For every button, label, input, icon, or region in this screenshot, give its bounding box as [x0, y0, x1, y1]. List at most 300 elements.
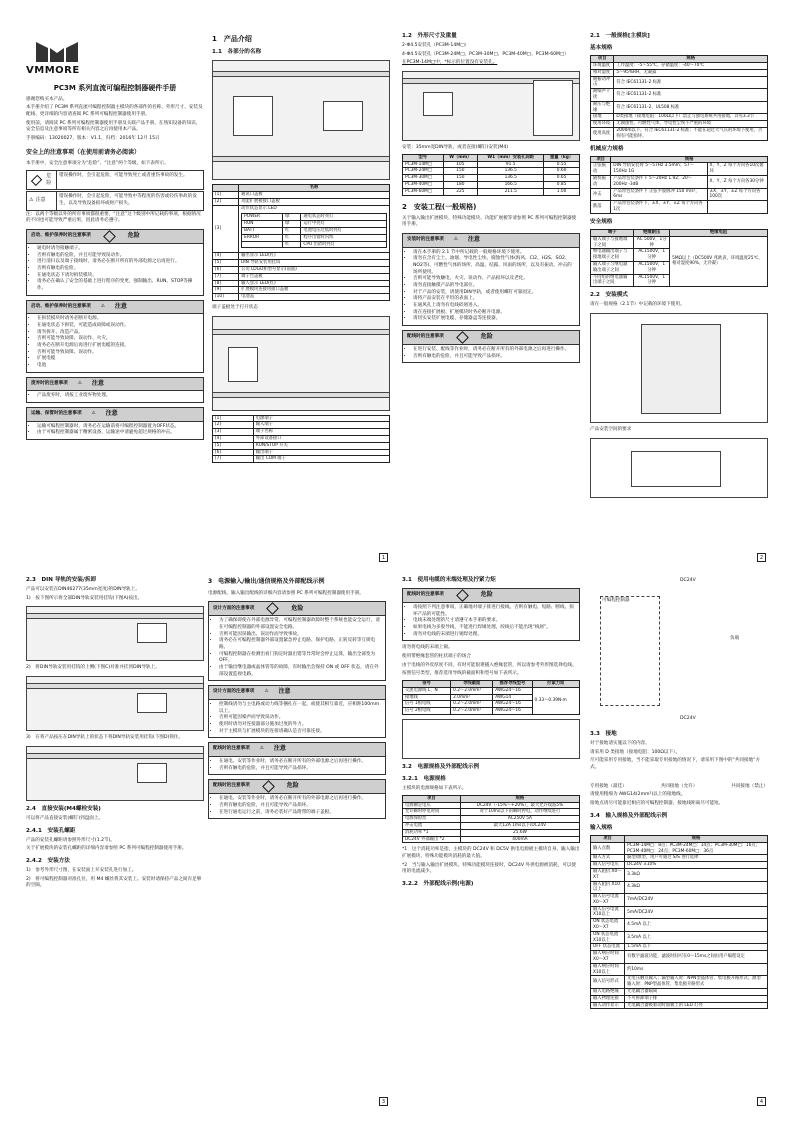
table-cell: 225 [443, 188, 478, 195]
table-cell: 输入端子与继电器输出端子之间 [591, 261, 634, 274]
table-cell: BATT [242, 228, 283, 235]
warning-title: 设计方面的注意事项 [213, 689, 255, 695]
table-cell: 端子台盖板 [239, 273, 390, 280]
table-cell: 输出端子 [253, 449, 389, 456]
vmmore-logo [36, 42, 76, 62]
table-cell: [6] [213, 449, 254, 456]
table-cell: 0.55 [544, 161, 580, 168]
table-cell: [2] [213, 422, 254, 429]
danger-icon [456, 331, 469, 344]
table-cell: 2.0mm² [451, 694, 493, 701]
warning-box [26, 407, 204, 440]
warning-item: • 否则有触电的危险，并且可能导致产品损坏。 [219, 766, 381, 773]
page1-right-column [212, 28, 390, 467]
col-header: 项目 [403, 795, 461, 802]
warning-title: 配线时的注意事项 [213, 746, 250, 752]
mech-spec-table [590, 156, 768, 214]
level-danger [26, 170, 204, 191]
paragraph: 关于扩展模块的安装孔螺距的详细内容请参照 PC 系列可编程控制器使用手册。 [26, 846, 187, 852]
page2-left-column [402, 28, 580, 367]
warning-box [208, 779, 386, 819]
table-row [591, 862, 768, 869]
led-row [242, 221, 387, 228]
led-row [242, 214, 387, 221]
diagram-label: DC24V [680, 716, 696, 721]
table-cell: 136.5 [478, 168, 544, 175]
subheading: 机械应力规格 [590, 145, 624, 152]
warning-box [402, 233, 580, 326]
warning-item: • 使用时请勿对连接器部分施加过度的外力。 [219, 722, 381, 729]
caution-icon: ⚠ [264, 689, 269, 695]
warning-item: • 在通电状态下请勿拆装模块。 [37, 273, 199, 280]
table-cell: [5] [213, 260, 239, 267]
table-cell: X、Y、Z 每个方向各10次循环 [707, 163, 768, 176]
table-cell: 符合 IEC61131-2 标准 [614, 89, 768, 102]
section-heading: 2.4 直接安装(M4螺栓安装) [26, 805, 101, 812]
table-cell: AWG14 [493, 694, 532, 701]
page-number: 1 [379, 553, 388, 562]
warning-item: • 对于主模块与扩展模块的连接请确认是否可靠连接。 [219, 729, 381, 736]
table-cell: 通讯口盖板 [239, 192, 390, 199]
warning-item: • 否则有触电的危险。 [37, 266, 199, 273]
table-cell: 无腐蚀性、可燃性气体，导电性尘埃不严重的环境 [614, 121, 768, 128]
table-row [591, 63, 768, 70]
col-header: W1（mm）安装孔间距 [478, 154, 544, 161]
table-cell: [1] [213, 192, 239, 199]
col-header: 重量（kg） [544, 154, 580, 161]
warning-item: • 请勿直接触摸产品的导电部位。 [413, 283, 575, 290]
col-header: 信号 [403, 681, 451, 688]
space-caption: 产品安装空间的要求 [590, 426, 632, 432]
warning-title: 废弃时的注意事项 [31, 380, 68, 386]
table-cell: [7] [213, 456, 254, 463]
caution-icon: ⚠ [29, 197, 34, 204]
col-header: 绝缘电阻 [670, 229, 768, 236]
section-heading: 1.2 外形尺寸及重量 [402, 33, 457, 39]
led-row [242, 228, 387, 235]
table-cell: 产品带包装条件下 5～20Hz 1.92；20～200Hz -3dB [611, 176, 707, 189]
table-cell: 符合 IEC61131-2、UL508 标准 [614, 101, 768, 114]
table-cell: 105 [443, 161, 478, 168]
table-cell: 0.33～0.39N·m [532, 687, 579, 714]
warning-title: 安装时的注意事项 [407, 236, 444, 242]
table-row [213, 449, 390, 456]
table-cell: 电源保险丝 [403, 816, 461, 823]
page4-right-column [590, 572, 768, 1013]
table-cell: 0.2～2.0mm² [451, 708, 493, 715]
level-label: 危险 [46, 172, 52, 187]
subheading: 2.4.2 安装方法 [26, 857, 70, 864]
warning-item: • 对于产品的安装，请使用DIN导轨，或者使用螺钉可靠固定。 [413, 290, 575, 297]
table-cell: 功能扩展板接口盖板 [239, 198, 390, 205]
col-header: 绝缘耐压 [634, 229, 670, 236]
cabinet-figure [590, 313, 768, 423]
table-row [213, 294, 390, 301]
page-1 [22, 28, 394, 568]
warning-item: • 请务必在可编程控制器外部设置紧急停止电路、保护电路、正转反转等互锁电路。 [219, 638, 381, 651]
table-cell: 最大12A 1ms以下/DC24V [460, 823, 579, 830]
warning-box [402, 330, 580, 363]
col-header: 端子 [591, 229, 634, 236]
levels-note: 注：以两个等级以外的所有事项都很重要，“注意”这个级别中所记载的事项，根据情况的不同也可能导致严重后果，因此请务必遵守。 [26, 211, 201, 224]
space-figure [590, 438, 768, 498]
warning-item: • 电线末端处理的尺寸请遵守本手册的要求。 [413, 618, 575, 625]
table-row [591, 236, 768, 249]
table-cell: 运行中亮灯 [301, 221, 387, 228]
table-row [591, 989, 768, 996]
table-cell: 400mA [460, 836, 579, 843]
table-cell: AC1500V，1分钟 [634, 274, 670, 287]
table-cell: 输入响应时间 X10以上 [591, 963, 625, 976]
warning-item: • 通电时请勿接触端子。 [37, 246, 199, 253]
warning-item: • 请务必在确认了安全的基础上进行程序的变更、强制输出、RUN、STOP等操作。 [37, 279, 199, 292]
table-cell: 输入阻抗 X0～X7 [591, 868, 625, 881]
warning-item: • 请按照下列注意事项，正确地对端子排进行接线。否则有触电、短路、断线、损坏产品的可能性。 [413, 605, 575, 618]
table-row [591, 995, 768, 1002]
warning-level: 注意 [273, 745, 286, 753]
din-step: 1) 按下图所示将全部DIN导轨安装用挂钩(下图A)按出。 [26, 595, 143, 601]
warning-item: • 请切实安装扩展电缆、存储器盒等连接器。 [413, 316, 575, 323]
warning-item: • 否则可能因误输出、误动作而导致事故。 [219, 632, 381, 639]
list-item: 请使用粗细为 AWG14(2mm²)以上的接地线。 [590, 792, 686, 798]
table-cell: 输入端子 [253, 422, 389, 429]
table-cell: AWG24～16 [493, 708, 532, 715]
warning-item: • 控制线请勿与主电路或动力线等捆扎在一起，或使其相互靠近，应相距100mm以上。 [219, 702, 381, 715]
warning-item: • 请勿在含有尘土、油烟、导电性尘埃、腐蚀性气体(海风、Cl2、H2S、SO2、NO2等)、可燃性气体的场所、高温、结露、风雨的场所，以及有振动、冲击的场所使用。 [413, 256, 575, 276]
page-number: 4 [757, 1097, 766, 1106]
table-cell: 输入动作显示 [591, 1002, 625, 1009]
table-cell: [5] [213, 442, 254, 449]
caution-icon: ⚠ [77, 380, 82, 386]
col-header: 规格 [460, 795, 579, 802]
table-cell: 消耗功率 *1 [403, 829, 461, 836]
section-heading: 3.2 电源规格及外部配线示例 [402, 764, 480, 770]
col-header: 规格 [625, 835, 768, 842]
table-cell: 输入信号电流 X10以上 [591, 906, 625, 919]
table-cell: 正弦振动 [591, 163, 611, 176]
table-cell: 150 [443, 175, 478, 182]
table-cell: 符合 IEC61131-2 标准 [614, 76, 768, 89]
warning-item: • 运输可编程控制器时，请务必在运输前将可编程控制器置为OFF状态。 [37, 424, 199, 431]
table-cell: 2000m以下，符合 IEC61131-2 标准；不能在超过大气压的环境下使用，否则有可能损坏。 [614, 127, 768, 140]
section-heading: 2.1 一般规格[主模块] [590, 33, 650, 39]
table-row [591, 163, 768, 176]
table-cell: 冲击 [591, 188, 611, 201]
warning-item: • 电池 [37, 363, 199, 370]
table-cell: 无电压触点输入；漏型输入时：NPN型晶体管、集电极开路形式；源型输入时：PNP型晶体管、集电极开路形式 [625, 976, 768, 989]
parts-table [212, 184, 390, 301]
table-cell: 输入响应时间 X0～X7 [591, 951, 625, 964]
warning-item: • 进行清扫以及端子接线时，请务必在断开所有的外部电源之后再进行。 [37, 259, 199, 266]
col-header: 导线截面 [451, 681, 493, 688]
table-cell: 1.00 [544, 188, 580, 195]
table-row [213, 456, 390, 463]
table-row [403, 181, 580, 188]
power-table [402, 795, 580, 844]
danger-icon [262, 780, 275, 793]
warning-item: • 在通电、安装等作业时，请务必在断开所有的外部电源之后再进行操作。 [219, 759, 381, 766]
table-cell [707, 201, 768, 214]
subheading: 3.2.2 外部配线示例(电源) [402, 881, 474, 888]
table-cell: [3] [213, 429, 254, 436]
table-cell: 不同组的继电器输出端子之间 [591, 274, 634, 287]
caution-icon: ⚠ [91, 410, 96, 416]
document-title: PC3M 系列直流可编程控制器硬件手册 [53, 83, 177, 92]
table-row [213, 192, 390, 199]
table-row [591, 127, 768, 140]
table-row [591, 121, 768, 128]
table-cell: 使用环境 [591, 121, 614, 128]
table-cell: 0.2～2.0mm² [451, 701, 493, 708]
table-row [213, 280, 390, 287]
col-header: 项目 [591, 835, 625, 842]
table-cell: 输入阻抗 X10以上 [591, 881, 625, 894]
table-cell: 输入电路绝缘 [591, 989, 625, 996]
table-row [403, 168, 580, 175]
col-header: 名称 [239, 185, 390, 192]
table-row [591, 842, 768, 855]
warning-item: • 在通电状态下拆装，可能造成故障或误动作。 [37, 323, 199, 330]
table-row [591, 69, 768, 76]
table-cell: PC3M-24M□ [403, 168, 444, 175]
paragraph: 1) 参考外形尺寸图，在安装面上开安装孔进行加工。 [26, 868, 137, 874]
table-cell: CPU 出错时亮灯 [301, 241, 387, 248]
section-intro: 关于输入输出扩展模块、特殊功能模块、功能扩展板等请参照 PC 系列可编程控制器使用手册。 [402, 215, 577, 228]
ground-label: 共同接地（禁止） [731, 783, 768, 789]
table-cell: 输入方式 [591, 855, 625, 862]
table-cell: [6] [213, 267, 239, 274]
table-row [591, 931, 768, 944]
warning-title: 设计方面的注意事项 [213, 605, 255, 611]
level-label: 注意 [35, 197, 46, 204]
table-cell [239, 205, 390, 253]
footnote: *2 当与输入输出扩展模块、特殊功能模块连接时，DC24V 外供电源被消耗，可以使用的电流减少。 [402, 862, 577, 875]
warning-item: • 在通风孔上请勿有电线碎屑进入。 [413, 303, 575, 310]
table-row [213, 267, 390, 274]
table-cell: 耐压与绝缘 [591, 101, 614, 114]
warning-item: • 可编程控制器在检测出看门狗定时器出错等异常时会停止运算，输出全部变为 OFF。 [219, 652, 381, 665]
section-heading: 1.1 各部分的名称 [212, 49, 262, 56]
table-cell: 跌落 [591, 201, 611, 214]
page3-left-column [26, 572, 204, 892]
safety-spec-table [590, 229, 768, 287]
table-row [591, 881, 768, 894]
warning-item: • 否则可能导致故障、误动作。 [37, 350, 199, 357]
din-figure-3 [26, 746, 204, 801]
intro-text: 使用前，请阅读 PC 系列可编程控制器使用手册及关联产品手册，在熟知设备的知识、安全信息及注意事项等所有相关内容之后再使用本产品。 [26, 120, 201, 133]
warning-title: 配线时的注意事项 [407, 334, 444, 340]
page-number: 2 [757, 553, 766, 562]
subheading: 2.4.1 安装孔螺距 [26, 827, 76, 834]
table-cell: 产品带包装条件下 正弦半波脉冲 150 m/s²，6ms [611, 188, 707, 201]
section-heading: 3 电源输入/输出/通信规格及外部配线示例 [208, 578, 325, 585]
table-cell: ON 状态电流 X0～X7 [591, 919, 625, 932]
warning-item: • 为了确保即使在外部电源异常、可编程控制器故障时整个系统也能安全运行，请在可编程控制器的外部设置安全电路。 [219, 618, 381, 631]
warning-level: 注意 [91, 379, 104, 387]
table-cell: 输入信号电压 [591, 862, 625, 869]
safety-heading: 安全上的注意事项（在使用前请务必阅读） [26, 148, 141, 156]
diagram-label: DC24V [680, 578, 696, 583]
warning-level: 注意 [105, 409, 118, 417]
table-cell: [1] [213, 415, 254, 422]
table-row [213, 436, 390, 443]
list-item: 尽可能采用专用接地，当不能采取专用接地的情况下，请采用下图中的“共同接地”方式。 [590, 758, 761, 771]
warning-level: 危险 [480, 591, 493, 599]
table-cell: 使用高度 [591, 127, 614, 140]
din-step: 2) 将DIN导轨安装用挂钩的上侧(下图C)对准并挂到DIN导轨上。 [26, 665, 160, 671]
table-cell: 公司 LOGO和型号显示(前面) [239, 267, 390, 274]
footnote: *1 这个消耗功率是指，主模块的 DC24V 和 DC5V 供电电源板主模块自身、输入输出扩展模块、特殊功能模块消耗的最大值。 [402, 847, 580, 860]
table-cell: 接地 [591, 114, 614, 121]
subheading: 安全规格 [590, 218, 613, 225]
table-cell: 电池盖 [239, 294, 390, 301]
warning-title: 启动、维护保养时的注意事项 [31, 303, 91, 309]
paragraph: 按照信号类型，推荐选用导线的截面积和型号如下表所示。 [402, 671, 522, 677]
table-cell: 信号 1根电线 [403, 701, 451, 708]
warning-item: • 由于输出继电器或晶体管等的故障，有时输出会保持 ON 或 OFF 状态，请在外部设置监视电路。 [219, 665, 381, 678]
table-cell: RUN [242, 221, 283, 228]
table-cell: [4] [213, 253, 239, 260]
table-cell: 通电状态时亮灯 [301, 214, 387, 221]
table-cell: 有数字滤波功能，滤波时间可在0～15ms之间由用户编程设定 [625, 951, 768, 964]
table-row [591, 114, 768, 121]
warning-level: 危险 [291, 604, 304, 612]
table-cell: 输入点数 [591, 842, 625, 855]
mode-text: 请在一般规格（2.1节）中记载的环境下使用。 [590, 302, 685, 308]
danger-icon [266, 602, 279, 615]
danger-icon [456, 589, 469, 602]
table-cell: AC 500V，1分钟 [634, 236, 670, 249]
warning-box [26, 229, 204, 296]
table-cell: 0.60 [544, 168, 580, 175]
dimension-figure [402, 71, 580, 141]
list-item: 请采用 D 类接地（接地电阻：100Ω以下）。 [590, 749, 680, 755]
paragraph: 可以将产品直接安装(螺钉)到盘面上。 [26, 815, 104, 821]
page-4 [400, 572, 772, 1112]
din-figure-2 [26, 676, 204, 731]
table-row [591, 76, 768, 89]
caution-icon: ⚠ [453, 236, 458, 242]
warning-box [26, 377, 204, 403]
col-header: 规格 [614, 56, 768, 63]
table-row [213, 442, 390, 449]
table-cell: 接地线 [403, 694, 451, 701]
table-cell: 5MΩ以上（DC500V 兆欧表，环境温度25℃，相对湿度90%，无冷凝） [670, 236, 768, 286]
table-cell: AWG24～16 [493, 701, 532, 708]
led-row [242, 234, 387, 241]
table-row [403, 823, 580, 830]
page1-left-column [26, 28, 204, 444]
table-cell: 光电耦合器隔离 [625, 989, 768, 996]
page-number: 3 [379, 1097, 388, 1106]
table-cell: 环境温度 [591, 63, 614, 70]
table-row [591, 855, 768, 862]
danger-icon [103, 230, 116, 243]
table-cell: 输出 COM 端子 [253, 456, 389, 463]
table-cell: D类接地（接地电阻：100Ω以下）禁止与强电系统共用接地，详见3.3节 [614, 114, 768, 121]
warning-item: • 请将产品安装在平坦的表面上。 [413, 296, 575, 303]
level-caution [26, 191, 204, 210]
table-cell: 5mA/DC24V [625, 906, 768, 919]
warning-title: 配线时的注意事项 [407, 592, 444, 598]
table-cell: 扩展模块连接用接口盖板 [239, 287, 390, 294]
table-cell: OFF 状态电流 [591, 944, 625, 951]
table-cell: 红 [283, 241, 301, 248]
page4-left-column [402, 572, 580, 891]
table-cell: AWG24～16 [493, 687, 532, 694]
table-row [591, 919, 768, 932]
table-row [213, 205, 390, 253]
table-cell: 150 [443, 168, 478, 175]
section-heading: 2.2 安装模式 [590, 292, 628, 299]
warning-box [26, 300, 204, 373]
plc-front-figure [212, 60, 390, 180]
paragraph: 请勿将电线的末端上锡。 [402, 645, 453, 651]
page-3 [22, 572, 394, 1112]
din-intro: 产品可以安装在DIN46277(35mm宽度)的DIN导轨上。 [26, 587, 140, 593]
warning-box [208, 685, 386, 738]
warning-title: 启动、维护保养时的注意事项 [31, 233, 91, 239]
warning-level: 危险 [127, 232, 140, 240]
caution-icon: ⚠ [100, 303, 105, 309]
warning-item: • 如果电线为多股导线，不能进行焊锡处理，绞线后不能出现“线屑”。 [413, 625, 575, 632]
table-row [213, 429, 390, 436]
brand-name: VMMORE [26, 65, 80, 76]
warning-item: • 在进行通电运行之前，请务必装好产品附带的端子盖板。 [219, 810, 381, 817]
mount-bullet: 安装：35mm宽DIN导轨，或者直接(螺钉)安装(M4) [402, 145, 509, 151]
din-step: 3) 在将产品按压在DIN导轨上的状态下将DIN导轨安装用挂钩(下图D)锁住。 [26, 735, 184, 741]
table-cell: 7mA/DC24V [625, 894, 768, 907]
subheading: 基本规格 [590, 45, 613, 52]
warning-item: • 否则有触电的危险，并且可能导致产品损坏。 [219, 803, 381, 810]
warning-title: 配线时的注意事项 [213, 783, 250, 789]
table-row [591, 951, 768, 964]
paragraph: 电源配线、输入输出配线的详细内容请参照 PC 系列可编程控制器使用手册。 [208, 590, 364, 596]
section-heading: 2 安装工程(一般规格) [402, 202, 477, 211]
table-cell: 0.65 [544, 175, 580, 182]
table-cell: 耐振动冲击 [591, 76, 614, 89]
col-header: 规格 [611, 156, 768, 163]
col-header: 推荐导线型号 [493, 681, 532, 688]
page3-middle-column [208, 572, 386, 823]
table-cell: 25.6W [460, 829, 579, 836]
level-text: 错误操作时，会引起危险，可能导致死亡或者重伤事故的发生。 [59, 172, 188, 178]
table-cell: 端子名称 [253, 429, 389, 436]
table-cell: 输出显示 LED(红) [239, 253, 390, 260]
table-cell: 外部设备接口 [253, 436, 389, 443]
col-header [213, 185, 239, 192]
section-heading: 3.3 接地 [590, 731, 617, 737]
table-cell: 136.5 [478, 175, 544, 182]
table-cell: 输入端子与接地端子之间 [591, 236, 634, 249]
warning-item: • 请勿拆开、改造产品。 [37, 330, 199, 337]
table-cell: 程序出错时闪烁 [301, 234, 387, 241]
warning-item: • 否则有触电的危险，并且可能导致误动作。 [37, 253, 199, 260]
table-cell: [4] [213, 436, 254, 443]
table-cell: 允许瞬时停电时间 [403, 809, 461, 816]
table-row [403, 175, 580, 182]
table-cell: RUN/STOP 开关 [253, 442, 389, 449]
table-cell: PC3M-60M□ [403, 188, 444, 195]
mount-note: 2-Φ4.5安装孔（PC3M-14M□） [402, 43, 470, 49]
warning-item: • 请勿对电线的末端进行锡焊处理。 [413, 632, 575, 639]
table-cell: 3.3kΩ [625, 868, 768, 881]
open-state-caption: 端子盖板处于打开状态 [212, 305, 258, 310]
warning-level: 注意 [114, 302, 127, 310]
page2-right-column [590, 28, 768, 502]
warning-level: 危险 [286, 782, 299, 790]
table-cell: [2] [213, 198, 239, 205]
